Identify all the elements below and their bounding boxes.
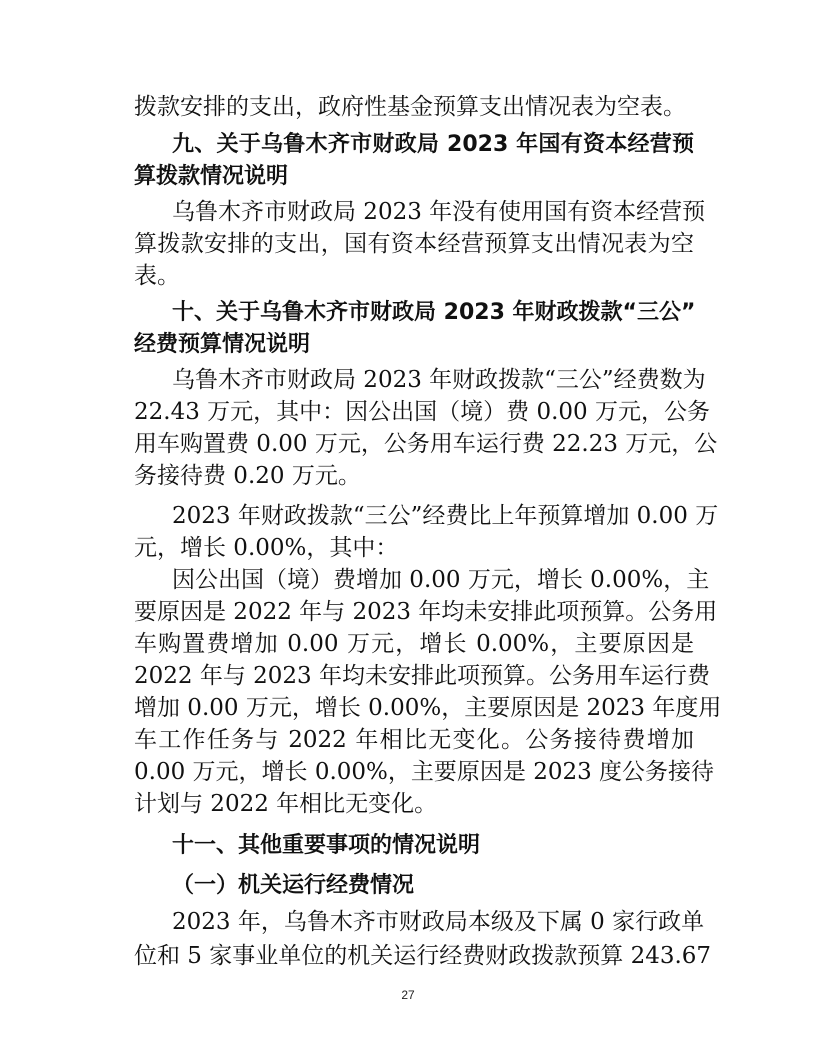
- body-text-line: 2022 年与 2023 年均未安排此项预算。公务用车运行费: [134, 663, 710, 689]
- body-text-line: 车工作任务与 2022 年相比无变化。公务接待费增加: [134, 727, 694, 753]
- body-text-line: 2023 年财政拨款“三公”经费比上年预算增加 0.00 万: [172, 503, 719, 529]
- body-text-line: 计划与 2022 年相比无变化。: [134, 791, 438, 817]
- subsection-heading: （一）机关运行经费情况: [172, 873, 415, 898]
- body-text-line: 因公出国（境）费增加 0.00 万元，增长 0.00%，主: [172, 567, 710, 593]
- body-text-line: 元，增长 0.00%，其中：: [134, 535, 399, 561]
- section-heading-10-cont: 经费预算情况说明: [134, 332, 311, 357]
- section-heading-9: 九、关于乌鲁木齐市财政局 2023 年国有资本经营预: [172, 132, 694, 157]
- body-text-line: 2023 年，乌鲁木齐市财政局本级及下属 0 家行政单: [172, 909, 705, 935]
- body-text-line: 22.43 万元，其中：因公出国（境）费 0.00 万元，公务: [134, 399, 710, 425]
- body-text-line: 乌鲁木齐市财政局 2023 年没有使用国有资本经营预: [172, 199, 706, 225]
- section-heading-11: 十一、其他重要事项的情况说明: [172, 833, 481, 858]
- body-text-line: 用车购置费 0.00 万元，公务用车运行费 22.23 万元，公: [134, 431, 718, 457]
- body-text-line: 增加 0.00 万元，增长 0.00%，主要原因是 2023 年度用: [134, 695, 722, 721]
- body-text-line: 0.00 万元，增长 0.00%，主要原因是 2023 度公务接待: [134, 759, 715, 785]
- body-text-line: 拨款安排的支出，政府性基金预算支出情况表为空表。: [134, 94, 686, 120]
- body-text-line: 务接待费 0.20 万元。: [134, 463, 361, 489]
- body-text-line: 位和 5 家事业单位的机关运行经费财政拨款预算 243.67: [134, 943, 712, 969]
- body-text-line: 车购置费增加 0.00 万元，增长 0.00%，主要原因是: [134, 631, 694, 657]
- body-text-line: 要原因是 2022 年与 2023 年均未安排此项预算。公务用: [134, 599, 718, 625]
- section-heading-9-cont: 算拨款情况说明: [134, 164, 289, 189]
- section-heading-10: 十、关于乌鲁木齐市财政局 2023 年财政拨款“三公”: [172, 300, 696, 325]
- page-number: 27: [401, 988, 415, 1002]
- body-text-line: 算拨款安排的支出，国有资本经营预算支出情况表为空: [134, 231, 694, 257]
- body-text-line: 乌鲁木齐市财政局 2023 年财政拨款“三公”经费数为: [172, 367, 706, 393]
- body-text-line: 表。: [134, 263, 180, 289]
